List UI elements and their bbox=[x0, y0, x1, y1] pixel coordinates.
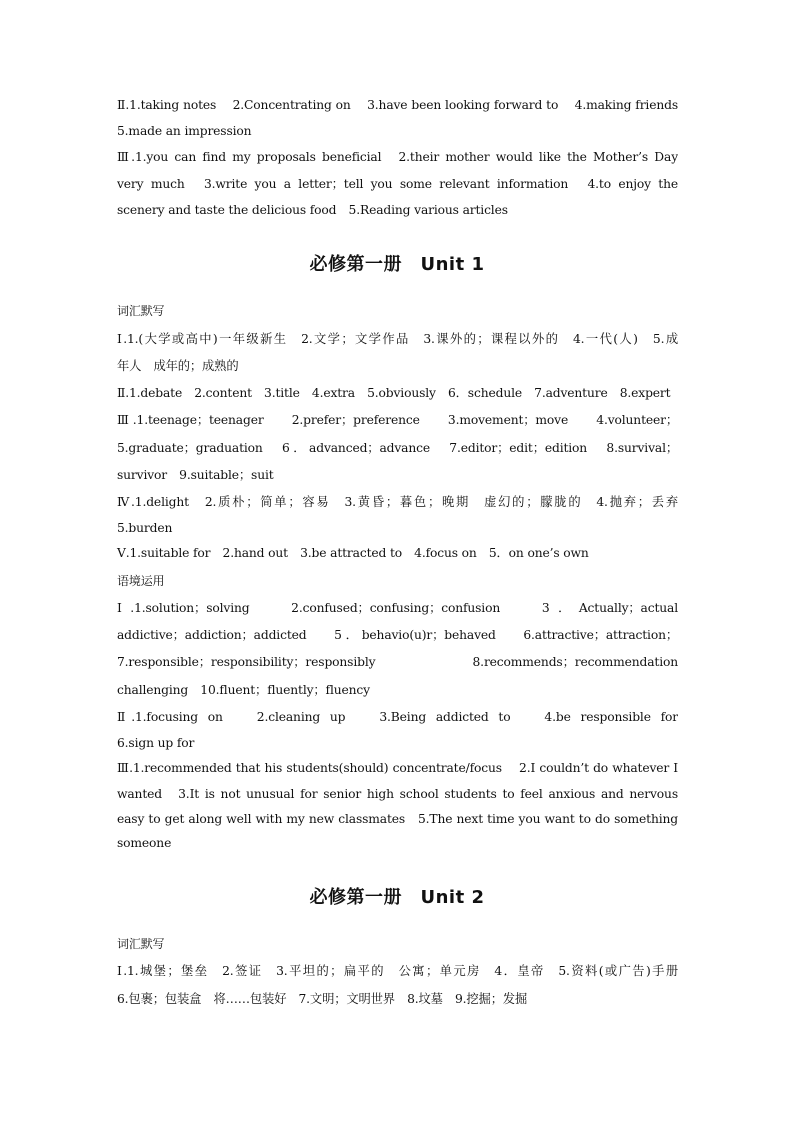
answer-line: Ⅱ.1.focusing on 2.cleaning up 3.Being addicted to 4.be responsible for bbox=[117, 710, 678, 724]
answer-line: Ⅲ.1.you can find my proposals beneficial 2.their mother would like the Mother’s Day bbox=[117, 150, 678, 164]
answer-line: 6.sign up for bbox=[117, 736, 195, 750]
answer-line: 5.made an impression bbox=[117, 124, 252, 138]
section-title: 必修第一册 Unit 2 bbox=[309, 887, 485, 908]
answer-line: very much 3.write you a letter；tell you some relevant information 4.to enjoy the bbox=[117, 177, 678, 191]
answer-line: addictive；addiction；addicted 5．behavio(u)r；behaved 6.attractive；attraction； bbox=[117, 628, 678, 642]
answer-line: Ⅰ.1.城堡；堡垒 2.签证 3.平坦的；扁平的 公寓；单元房 4．皇帝 5.资料(或广告)手册 bbox=[117, 964, 678, 978]
answer-line: Ⅰ.1.(大学或高中)一年级新生 2.文学；文学作品 3.课外的；课程以外的 4.一代(人) 5.成 bbox=[117, 332, 678, 346]
answer-line: 5.graduate；graduation 6．advanced；advance 7.editor；edit；edition 8.survival； bbox=[117, 441, 678, 455]
answer-line: 5.burden bbox=[117, 521, 173, 535]
answer-line: Ⅲ.1.recommended that his students(should) concentrate/focus 2.I couldn’t do whatever I bbox=[117, 761, 678, 775]
answer-line: Ⅴ.1.suitable for 2.hand out 3.be attracted to 4.focus on 5．on one’s own bbox=[117, 546, 589, 560]
answer-line: Ⅳ.1.delight 2.质朴；简单；容易 3.黄昏；暮色；晚期 虚幻的；朦胧的 4.抛弃；丢弃 bbox=[117, 495, 678, 509]
section-label: 语境运用 bbox=[117, 574, 165, 588]
answer-line: survivor 9.suitable；suit bbox=[117, 468, 274, 482]
answer-line: someone bbox=[117, 836, 172, 850]
answer-line: 6.包裹；包装盒 将……包装好 7.文明；文明世界 8.坟墓 9.挖掘；发掘 bbox=[117, 992, 528, 1006]
answer-line: easy to get along well with my new classmates 5.The next time you want to do something bbox=[117, 812, 678, 826]
answer-line: Ⅱ.1.debate 2.content 3.title 4.extra 5.obviously 6．schedule 7.adventure 8.expert bbox=[117, 386, 671, 400]
answer-line: 年人 成年的；成熟的 bbox=[117, 359, 239, 373]
answer-line: Ⅲ.1.teenage；teenager 2.prefer；preference 3.movement；move 4.volunteer； bbox=[117, 413, 678, 427]
section-label: 词汇默写 bbox=[117, 304, 165, 318]
answer-line: Ⅰ.1.solution；solving 2.confused；confusing；confusion 3．Actually；actual bbox=[117, 601, 678, 615]
answer-line: wanted 3.It is not unusual for senior high school students to feel anxious and nervous bbox=[117, 787, 678, 801]
answer-line: challenging 10.fluent；fluently；fluency bbox=[117, 683, 370, 697]
answer-line: scenery and taste the delicious food 5.Reading various articles bbox=[117, 203, 508, 217]
answer-line: 7.responsible；responsibility；responsibly 8.recommends；recommendation bbox=[117, 655, 678, 669]
section-label: 词汇默写 bbox=[117, 937, 165, 951]
section-title: 必修第一册 Unit 1 bbox=[309, 254, 485, 275]
answer-line: Ⅱ.1.taking notes 2.Concentrating on 3.have been looking forward to 4.making friends bbox=[117, 98, 678, 112]
